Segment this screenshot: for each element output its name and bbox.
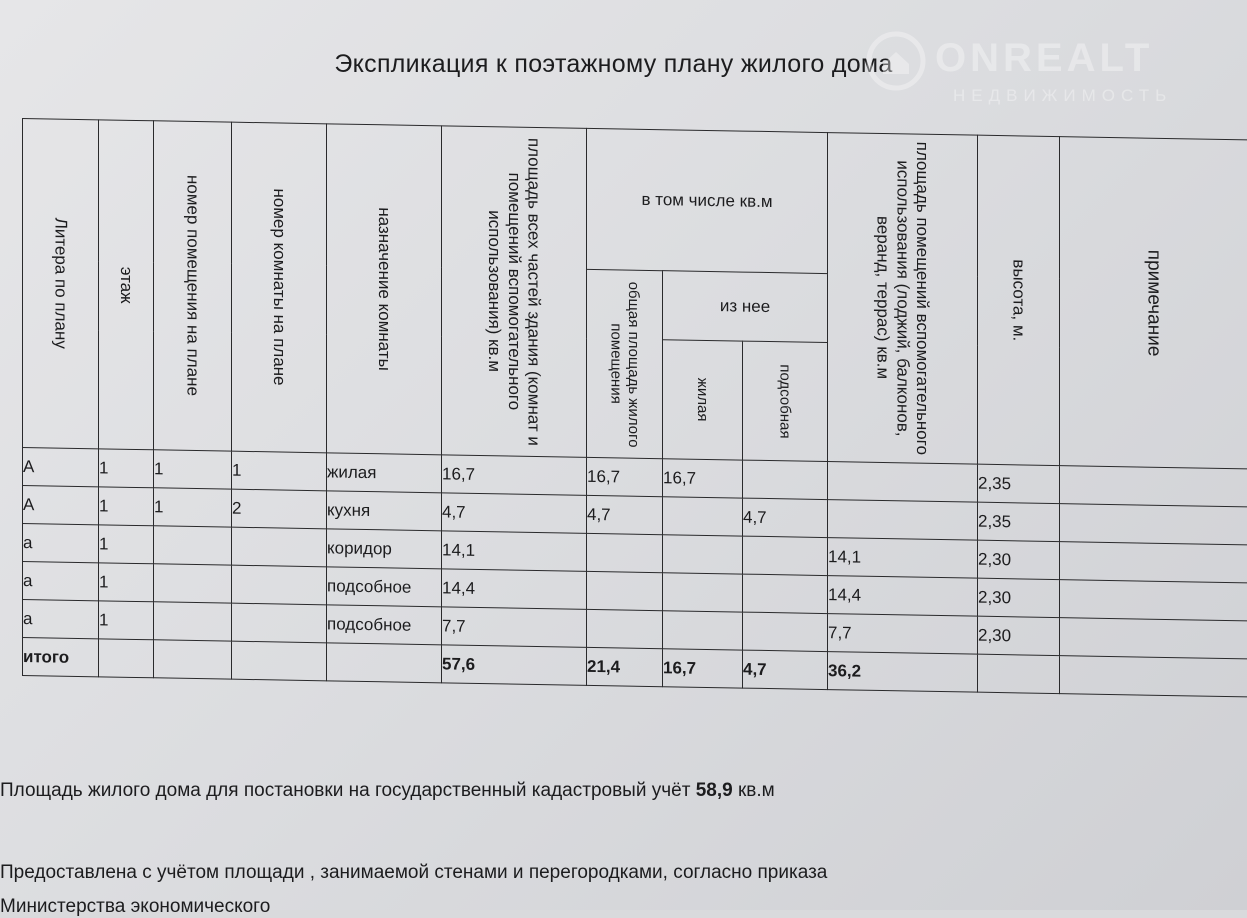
cell-floor: 1 xyxy=(99,487,154,526)
total-area-value: 57,6 xyxy=(442,645,587,686)
cell-height: 2,35 xyxy=(978,464,1060,503)
house-logo-icon xyxy=(865,30,927,92)
cell-height: 2,30 xyxy=(978,540,1060,579)
cell-premise: 1 xyxy=(154,450,232,489)
cell-premise xyxy=(154,602,232,641)
cell-purpose: коридор xyxy=(327,529,442,569)
cell-room: 1 xyxy=(232,451,327,491)
header-row xyxy=(23,119,1247,281)
cell-height: 2,30 xyxy=(978,616,1060,655)
cell-litera: А xyxy=(23,486,99,525)
footer-line-1: Площадь жилого дома для постановки на государственный кадастровый учёт 58,9 кв.м xyxy=(0,780,775,802)
cell-general xyxy=(587,609,663,648)
cell-general: 16,7 xyxy=(587,457,663,496)
house-area-value: 58,9 xyxy=(696,780,733,801)
cell-height: 2,35 xyxy=(978,502,1060,541)
total-general-value: 21,4 xyxy=(587,647,663,686)
cell-room xyxy=(232,565,327,605)
header-litera: Литера по плану xyxy=(23,119,99,449)
cell-general: 4,7 xyxy=(587,495,663,534)
header-including: в том числе кв.м xyxy=(587,128,828,273)
cell-aux-area xyxy=(828,500,978,541)
header-total-area: площадь всех частей здания (комнат и помещений вспомогательного использования) кв.м xyxy=(442,126,587,458)
cell-aux-area: 7,7 xyxy=(828,614,978,655)
header-auxiliary: подсобная xyxy=(743,341,828,461)
cell-floor: 1 xyxy=(99,563,154,602)
total-living-value: 16,7 xyxy=(663,649,743,688)
cell-litera: а xyxy=(23,524,99,563)
cell-litera: А xyxy=(23,448,99,487)
cell-litera: а xyxy=(23,600,99,639)
cell-floor: 1 xyxy=(99,449,154,488)
cell-aux: 4,7 xyxy=(743,498,828,537)
header-room-number: номер комнаты на плане xyxy=(232,122,327,453)
cell-aux xyxy=(743,612,828,651)
cell-living xyxy=(663,573,743,612)
header-height: высота, м. xyxy=(978,135,1060,465)
cell-note xyxy=(1060,542,1247,583)
cell-room xyxy=(232,603,327,643)
watermark-brand: ONREALT xyxy=(935,36,1153,81)
cell-total: 14,4 xyxy=(442,569,587,610)
document-title: Экспликация к поэтажному плану жилого дома xyxy=(0,50,1247,79)
cell-premise xyxy=(154,526,232,565)
header-of-them: из нее xyxy=(663,271,828,343)
cell-height: 2,30 xyxy=(978,578,1060,617)
header-floor: этаж xyxy=(99,120,154,450)
header-aux-area: площадь помещений вспомогательного использования (лоджий, балконов, веранд, террас) кв.м xyxy=(828,133,978,465)
cell-note xyxy=(1060,618,1247,659)
header-note: примечание xyxy=(1060,137,1247,469)
cell-living xyxy=(663,497,743,536)
cell-total: 16,7 xyxy=(442,455,587,496)
cell-purpose: кухня xyxy=(327,491,442,531)
header-general-area: общая площадь жилого помещения xyxy=(587,269,663,458)
cell-total: 14,1 xyxy=(442,531,587,572)
watermark xyxy=(865,28,1235,118)
footer-line-3: Министерства экономического xyxy=(0,896,270,918)
header-premise-number: номер помещения на плане xyxy=(154,121,232,451)
cell-note xyxy=(1060,580,1247,621)
explication-table xyxy=(22,118,1247,697)
cell-litera: а xyxy=(23,562,99,601)
cell-note xyxy=(1060,466,1247,507)
cell-total: 7,7 xyxy=(442,607,587,648)
cell-note xyxy=(1060,504,1247,545)
cell-general xyxy=(587,571,663,610)
cell-aux xyxy=(743,536,828,575)
cell-floor: 1 xyxy=(99,525,154,564)
watermark-subtitle: НЕДВИЖИМОСТЬ xyxy=(953,86,1172,106)
cell-aux-area xyxy=(828,462,978,503)
header-living: жилая xyxy=(663,340,743,460)
cell-total: 4,7 xyxy=(442,493,587,534)
total-aux-value: 4,7 xyxy=(743,650,828,689)
cell-purpose: подсобное xyxy=(327,605,442,645)
total-label: итого xyxy=(23,638,99,677)
cell-room xyxy=(232,527,327,567)
cell-aux-area: 14,1 xyxy=(828,538,978,579)
cell-aux-area: 14,4 xyxy=(828,576,978,617)
cell-living xyxy=(663,535,743,574)
cell-general xyxy=(587,533,663,572)
header-room-purpose: назначение комнаты xyxy=(327,124,442,455)
cell-living xyxy=(663,611,743,650)
cell-living: 16,7 xyxy=(663,459,743,498)
cell-purpose: подсобное xyxy=(327,567,442,607)
cell-aux xyxy=(743,460,828,499)
footer-line-2: Предоставлена с учётом площади , занимаемой стенами и перегородками, согласно приказа xyxy=(0,862,827,884)
cell-purpose: жилая xyxy=(327,453,442,493)
cell-floor: 1 xyxy=(99,601,154,640)
cell-aux xyxy=(743,574,828,613)
total-aux-area-value: 36,2 xyxy=(828,652,978,693)
cell-premise xyxy=(154,564,232,603)
cell-premise: 1 xyxy=(154,488,232,527)
cell-room: 2 xyxy=(232,489,327,529)
